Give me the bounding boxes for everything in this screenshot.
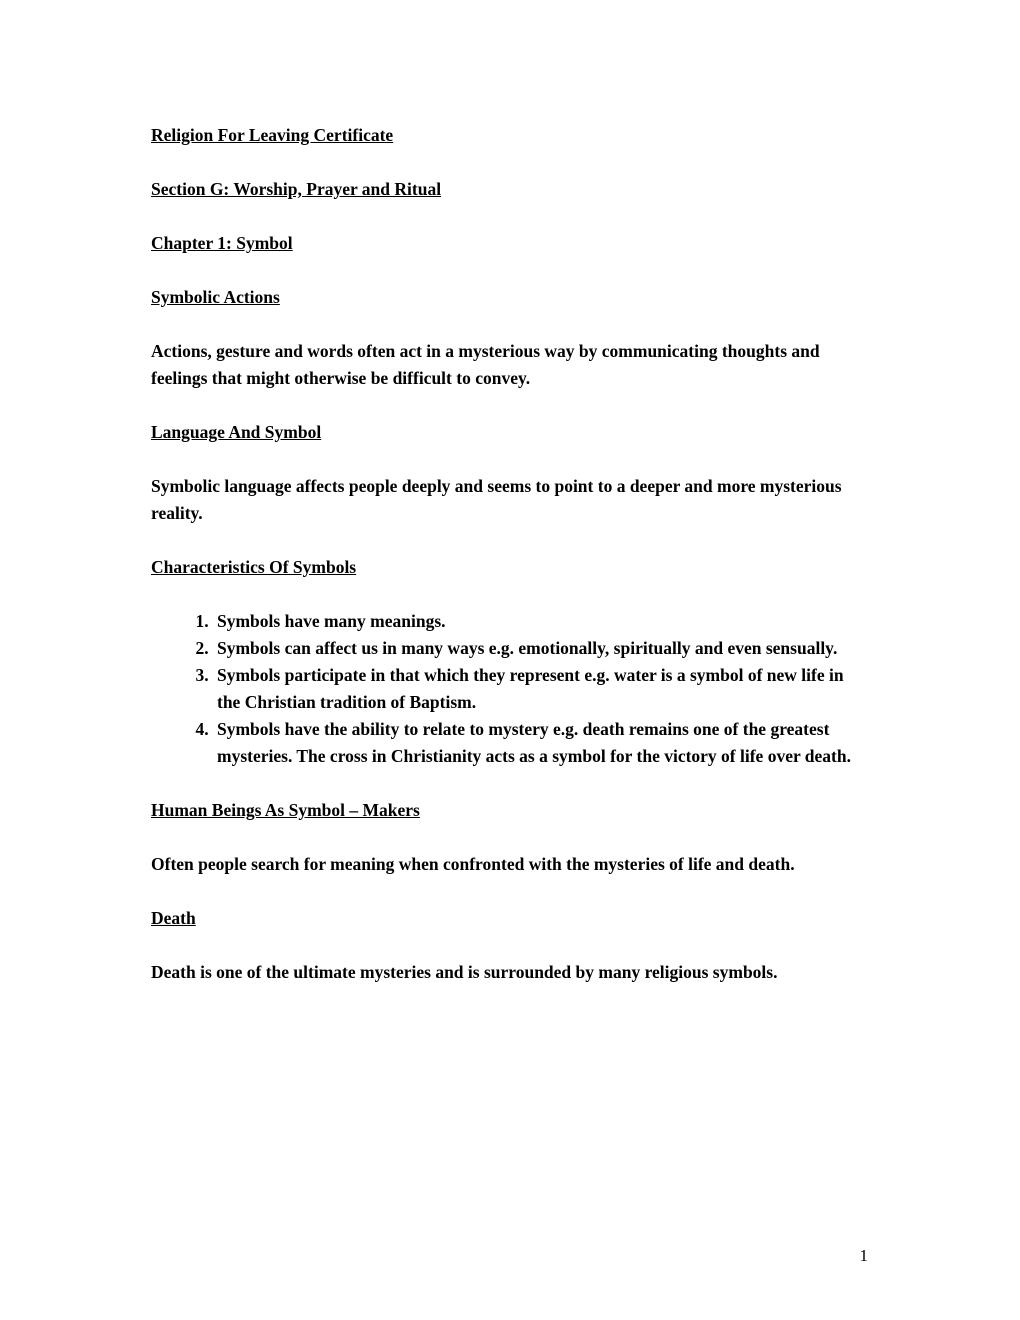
- death-paragraph: Death is one of the ultimate mysteries and is surrounded by many religious symbols.: [151, 962, 778, 982]
- list-item: 3. Symbols participate in that which they represent e.g. water is a symbol of new life in the Christian tradition of Baptism.: [213, 662, 862, 716]
- human-beings-paragraph: Often people search for meaning when confronted with the mysteries of life and death.: [151, 854, 795, 874]
- document-title: Religion For Leaving Certificate: [151, 125, 394, 145]
- symbolic-actions-paragraph: Actions, gesture and words often act in a mysterious way by communicating thoughts and feelings that might otherwise be difficult to convey.: [151, 341, 820, 388]
- page-number: 1: [859, 1246, 868, 1265]
- human-beings-heading: Human Beings As Symbol – Makers: [151, 800, 420, 820]
- list-item: 4. Symbols have the ability to relate to mystery e.g. death remains one of the greatest mysteries. The cross in Christianity acts as a symbol for the victory of life over death.: [213, 716, 862, 770]
- list-item: 1. Symbols have many meanings.: [213, 608, 862, 635]
- section-heading: Section G: Worship, Prayer and Ritual: [151, 179, 442, 199]
- list-item: 2. Symbols can affect us in many ways e.g. emotionally, spiritually and even sensually.: [213, 635, 862, 662]
- language-and-symbol-paragraph: Symbolic language affects people deeply and seems to point to a deeper and more mysterious reality.: [151, 476, 842, 523]
- death-heading: Death: [151, 908, 196, 928]
- characteristics-heading: Characteristics Of Symbols: [151, 557, 357, 577]
- language-and-symbol-heading: Language And Symbol: [151, 422, 322, 442]
- symbolic-actions-heading: Symbolic Actions: [151, 287, 280, 307]
- characteristics-list: [151, 608, 862, 770]
- chapter-heading: Chapter 1: Symbol: [151, 233, 293, 253]
